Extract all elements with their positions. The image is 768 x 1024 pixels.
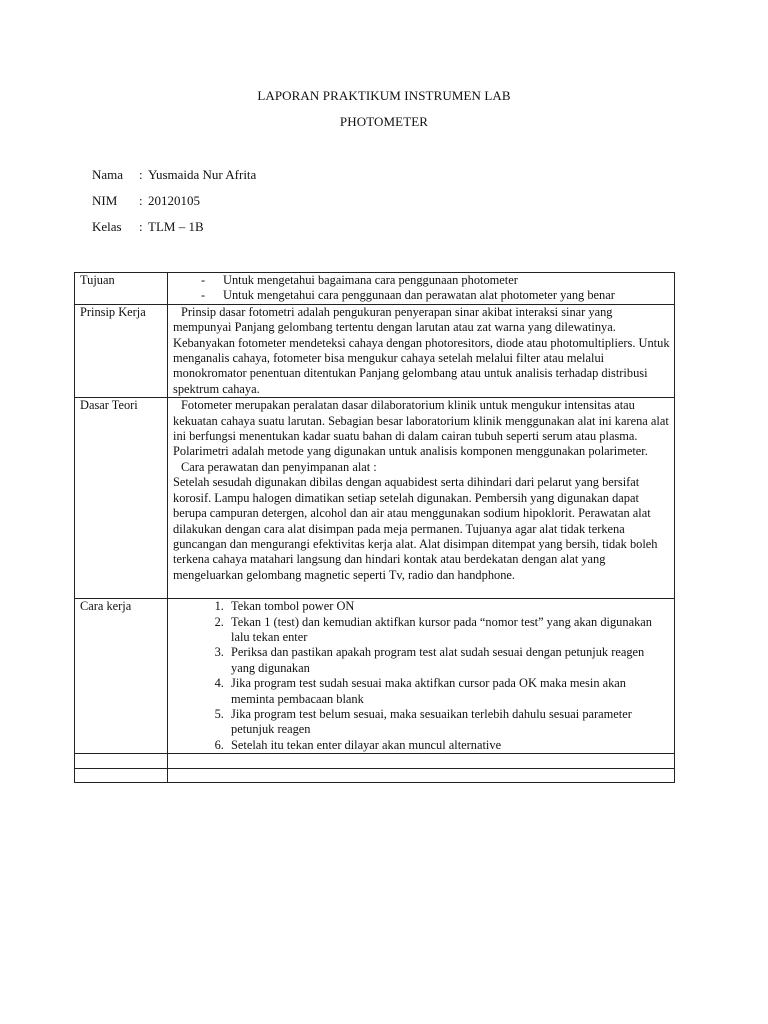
table-row-empty <box>75 754 675 769</box>
identity-name-row <box>92 167 256 183</box>
cara-step: 5. Jika program test belum sesuai, maka sesuaikan terlebih dahulu sesuai parameter petunjuk reagen <box>227 707 671 738</box>
row-label-teori: Dasar Teori <box>75 398 168 599</box>
teori-care-heading: Cara perawatan dan penyimpanan alat : <box>181 459 377 474</box>
cara-step: 6. Setelah itu tekan enter dilayar akan muncul alternative <box>227 738 671 753</box>
report-subtitle: PHOTOMETER <box>339 114 429 129</box>
prinsip-text: Prinsip dasar fotometri adalah pengukuran penyerapan sinar akibat interaksi sinar yang mempunyai Panjang gelombang tertentu dengan larutan atau zat warna yang dilewatinya. Kebanyakan fotometer mendeteksi cahaya dengan photoresitors, diode atau photomultipliers. Untuk menganalis cahaya, fotometer bisa mengukur cahaya setelah melalui filter atau melalui monokromator penentuan ditentukan Panjang gelombang atau untuk analisis terhadap distribusi spektrum cahaya. <box>173 304 670 396</box>
tujuan-item: - Untuk mengetahui cara penggunaan dan perawatan alat photometer yang benar <box>199 288 671 303</box>
table-row-tujuan <box>75 273 675 305</box>
teori-paragraph-2: Setelah sesudah digunakan dibilas dengan aquabidest serta dihindari dari pelarut yang bersifat korosif. Lampu halogen dimatikan setiap setelah digunakan. Pembersih yang digunakan dapat berupa campuran detergen, alcohol dan air atau menggunakan sodium hipoklorit. Perawatan alat dilakukan dengan cara alat disimpan pada meja permanen. Tujuanya agar alat tidak terkena guncangan dan mengurangi efektivitas kerja alat. Alat disimpan ditempat yang bersih, tidak boleh terkena cahaya matahari langsung dan hindari kontak atau berdekatan dengan alat yang mengeluarkan gelombang magnetic seperti Tv, radio dan handphone. <box>173 475 658 582</box>
empty-cell <box>168 769 675 783</box>
row-content-tujuan <box>168 273 675 305</box>
table-row-prinsip <box>75 304 675 397</box>
report-title: LAPORAN PRAKTIKUM INSTRUMEN LAB <box>257 88 511 103</box>
report-table <box>74 272 675 783</box>
teori-paragraph-1: Fotometer merupakan peralatan dasar dilaboratorium klinik untuk mengukur intensitas atau kekuatan cahaya suatu larutan. Sebagian besar laboratorium klinik menggunakan alat ini karena alat ini berfungsi menentukan kadar suatu bahan di dalam cairan tubuh seperti serum atau plasma. Polarimetri adalah metode yang digunakan untuk analisis komponen menggunakan polarimeter. <box>173 398 669 459</box>
row-content-teori <box>168 398 675 599</box>
name-separator: : <box>139 167 143 182</box>
class-value: TLM – 1B <box>148 219 204 234</box>
name-label: Nama <box>92 167 124 182</box>
empty-cell <box>75 769 168 783</box>
row-label-tujuan: Tujuan <box>75 273 168 305</box>
table-row-cara <box>75 599 675 754</box>
cara-step: 3. Periksa dan pastikan apakah program test alat sudah sesuai dengan petunjuk reagen yang digunakan <box>227 645 671 676</box>
identity-class-row <box>92 219 204 235</box>
cara-step: 4. Jika program test sudah sesuai maka aktifkan cursor pada OK maka mesin akan meminta pembacaan blank <box>227 676 671 707</box>
cara-step: 1. Tekan tombol power ON <box>227 599 671 614</box>
nim-value: 20120105 <box>148 193 200 208</box>
identity-nim-row <box>92 193 200 209</box>
empty-cell <box>75 754 168 769</box>
class-separator: : <box>139 219 143 234</box>
row-label-cara: Cara kerja <box>75 599 168 754</box>
nim-label: NIM <box>92 193 118 208</box>
class-label: Kelas <box>92 219 122 234</box>
teori-spacer <box>173 583 671 598</box>
tujuan-item: - Untuk mengetahui bagaimana cara penggunaan photometer <box>199 273 671 288</box>
row-content-cara <box>168 599 675 754</box>
table-row-teori <box>75 398 675 599</box>
row-content-prinsip <box>168 304 675 397</box>
tujuan-list <box>173 273 671 304</box>
nim-separator: : <box>139 193 143 208</box>
empty-cell <box>168 754 675 769</box>
row-label-prinsip: Prinsip Kerja <box>75 304 168 397</box>
name-value: Yusmaida Nur Afrita <box>148 167 257 182</box>
cara-steps-list <box>173 599 671 753</box>
table-row-empty <box>75 769 675 783</box>
cara-step: 2. Tekan 1 (test) dan kemudian aktifkan kursor pada “nomor test” yang akan digunakan lalu tekan enter <box>227 615 671 646</box>
